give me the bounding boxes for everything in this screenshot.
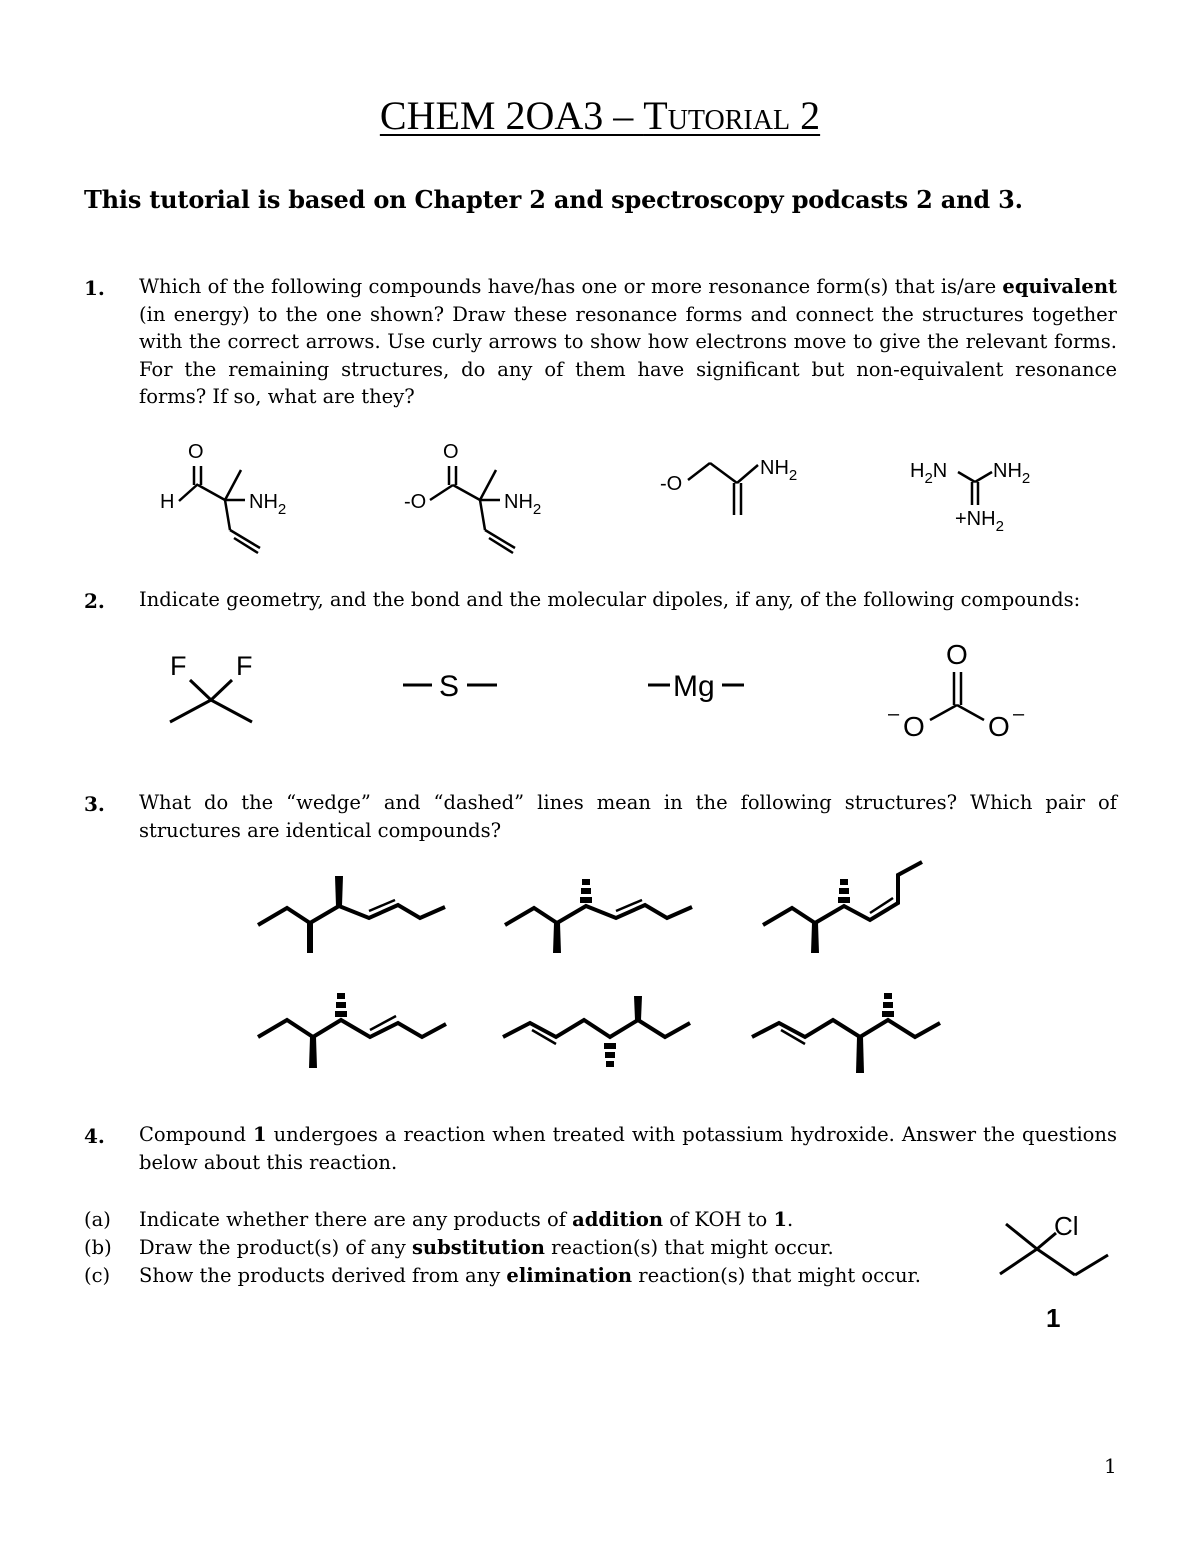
part-b-label: (b) xyxy=(84,1236,112,1259)
intro-text: This tutorial is based on Chapter 2 and spectroscopy podcasts 2 and 3. xyxy=(84,185,1023,214)
q3-structure-6 xyxy=(752,996,940,1073)
question-1-number: 1. xyxy=(84,276,105,300)
structure-carboxylate-amine xyxy=(430,466,515,553)
q2-o-right: O xyxy=(988,711,1010,742)
q2-minus-left: – xyxy=(888,703,900,725)
part-c-text: Show the products derived from any elimination reaction(s) that might occur. xyxy=(139,1264,921,1287)
q1-nh2-2: $NH_2$ xyxy=(504,491,542,518)
q1-ominus2: -O xyxy=(404,491,427,513)
q3-structure-5 xyxy=(503,996,690,1064)
question-2-text: Indicate geometry, and the bond and the molecular dipoles, if any, of the following compounds: xyxy=(139,588,1081,611)
part-a-label: (a) xyxy=(84,1208,111,1231)
question-4-number: 4. xyxy=(84,1124,105,1148)
structure-difluoro-carbon xyxy=(170,680,252,722)
part-c-label: (c) xyxy=(84,1264,111,1287)
page-title: CHEM 2OA3 – Tutorial 2 xyxy=(379,93,821,138)
q3-structure-4 xyxy=(258,996,446,1068)
q1-plus-nh2-4: $+NH_2$ xyxy=(955,508,1004,535)
question-2-number: 2. xyxy=(84,589,105,613)
q3-structure-2 xyxy=(505,882,692,953)
compound-1-label: 1 xyxy=(1046,1303,1061,1333)
q1-nh2-3: $NH_2$ xyxy=(760,457,798,484)
q2-f2: F xyxy=(236,651,253,681)
q3-structure-3 xyxy=(763,862,922,953)
part-a-text: Indicate whether there are any products of addition of KOH to 1. xyxy=(139,1208,794,1231)
q1-h2n4: $H_2N$ xyxy=(910,460,948,487)
question-4-text: Compound 1 undergoes a reaction when treated with potassium hydroxide. Answer the questions below about this reaction. xyxy=(139,1123,1117,1174)
q2-o-top: O xyxy=(946,639,968,670)
q2-o-left: O xyxy=(903,711,925,742)
q3-structures xyxy=(258,862,940,1073)
question-1-text: Which of the following compounds have/has one or more resonance form(s) that is/are equivalent (in energy) to the one shown? Draw these resonance forms and connect the structures together with the correct arrows. Use curly arrows to show how electrons move to give the relevant forms. For the remaining structures, do any of them have significant but non-equivalent resonance forms? If so, what are they? xyxy=(139,275,1117,409)
question-3-number: 3. xyxy=(84,792,105,816)
question-3-text: What do the “wedge” and “dashed” lines mean in the following structures? Which pair of structures are identical compounds? xyxy=(139,791,1117,842)
q2-minus-right: – xyxy=(1013,703,1025,725)
compound-1-cl: Cl xyxy=(1054,1211,1079,1241)
q1-h1: H xyxy=(160,491,175,513)
q1-o2: O xyxy=(443,441,459,463)
part-b-text: Draw the product(s) of any substitution reaction(s) that might occur. xyxy=(139,1236,834,1259)
structure-enamine-anion xyxy=(688,463,758,515)
q1-nh2-4: $NH_2$ xyxy=(993,460,1031,487)
q1-nh2-1: $NH_2$ xyxy=(249,491,287,518)
q2-mg: Mg xyxy=(673,670,715,703)
q2-f1: F xyxy=(170,651,187,681)
structure-guanidinium xyxy=(958,472,992,505)
q3-structure-1 xyxy=(258,876,445,953)
structure-carbonate xyxy=(930,672,984,720)
q2-s: S xyxy=(439,670,460,703)
q1-ominus3: -O xyxy=(660,473,683,495)
page-number: 1 xyxy=(1104,1454,1117,1478)
structure-aldehyde-amine xyxy=(179,466,260,553)
q1-o1: O xyxy=(188,441,204,463)
